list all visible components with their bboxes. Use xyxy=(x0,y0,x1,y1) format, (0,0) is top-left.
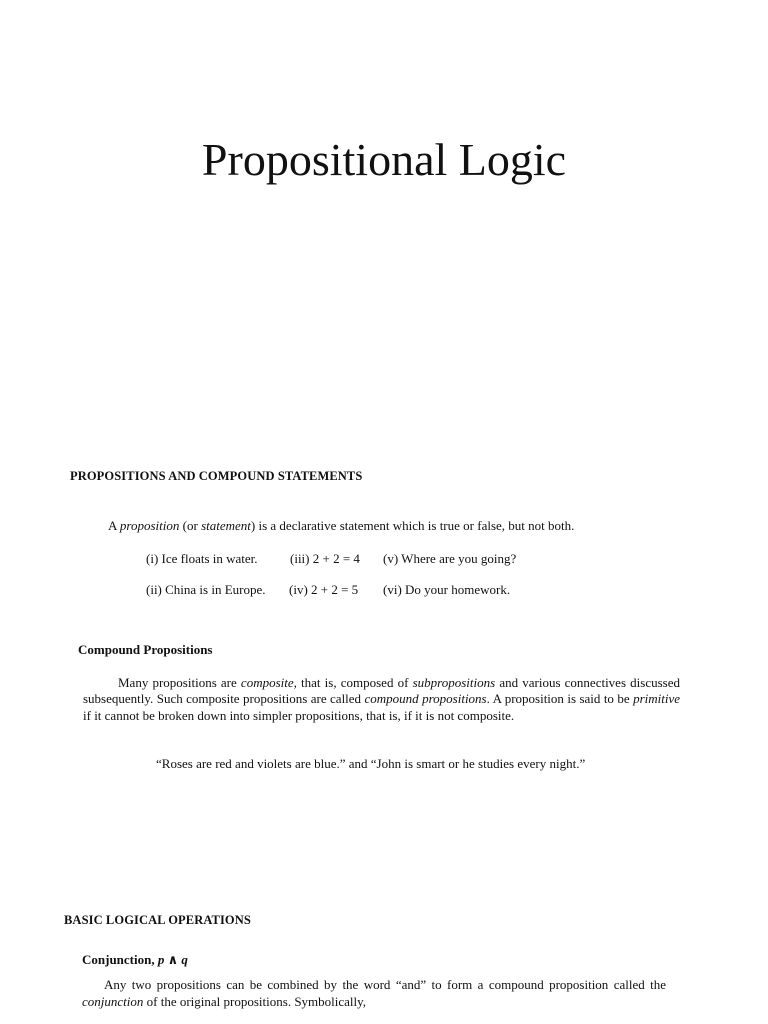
example-item: (vi) Do your homework. xyxy=(383,582,511,597)
conjunction-formula: p ∧ q xyxy=(157,952,188,967)
subsection-heading-compound: Compound Propositions xyxy=(78,642,213,657)
term-conjunction: conjunction xyxy=(82,994,144,1009)
term-composite: composite xyxy=(240,675,294,690)
compound-paragraph-line: if it cannot be broken down into simpler propositions, that is, if it is not composite. xyxy=(83,708,515,723)
term-primitive: primitive xyxy=(633,691,680,706)
subsection-heading-conjunction xyxy=(82,952,188,968)
compound-example: “Roses are red and violets are blue.” and “John is smart or he studies every night.” xyxy=(156,756,586,771)
term-subpropositions: subpropositions xyxy=(412,675,496,690)
conjunction-paragraph-line xyxy=(82,993,366,1011)
text-run: and various connectives discussed xyxy=(495,675,680,690)
conjunction-paragraph-line: Any two propositions can be combined by the word “and” to form a compound proposition called the xyxy=(104,977,666,992)
proposition-definition xyxy=(108,517,574,535)
page-title: Propositional Logic xyxy=(201,134,567,185)
example-item: (i) Ice floats in water. xyxy=(146,551,258,566)
text-run: subsequently. Such composite propositions are called xyxy=(83,691,365,706)
text-run: Many propositions are xyxy=(118,675,241,690)
definition-mid: (or xyxy=(179,518,202,533)
example-item: (iv) 2 + 2 = 5 xyxy=(289,582,359,597)
compound-paragraph-line xyxy=(83,690,680,708)
text-run: , that is, composed of xyxy=(293,675,413,690)
example-item: (ii) China is in Europe. xyxy=(146,582,266,597)
definition-term-proposition: proposition xyxy=(119,518,180,533)
definition-suffix: ) is a declarative statement which is true or false, but not both. xyxy=(250,518,575,533)
conjunction-label: Conjunction, xyxy=(82,952,158,967)
example-item: (v) Where are you going? xyxy=(383,551,517,566)
text-run: of the original propositions. Symbolically, xyxy=(143,994,367,1009)
section-heading-basic-operations: BASIC LOGICAL OPERATIONS xyxy=(64,913,251,927)
section-heading-propositions: PROPOSITIONS AND COMPOUND STATEMENTS xyxy=(70,469,363,483)
text-run: . A proposition is said to be xyxy=(486,691,634,706)
definition-prefix: A xyxy=(108,518,120,533)
example-item: (iii) 2 + 2 = 4 xyxy=(290,551,360,566)
definition-term-statement: statement xyxy=(201,518,251,533)
term-compound-propositions: compound propositions xyxy=(364,691,487,706)
